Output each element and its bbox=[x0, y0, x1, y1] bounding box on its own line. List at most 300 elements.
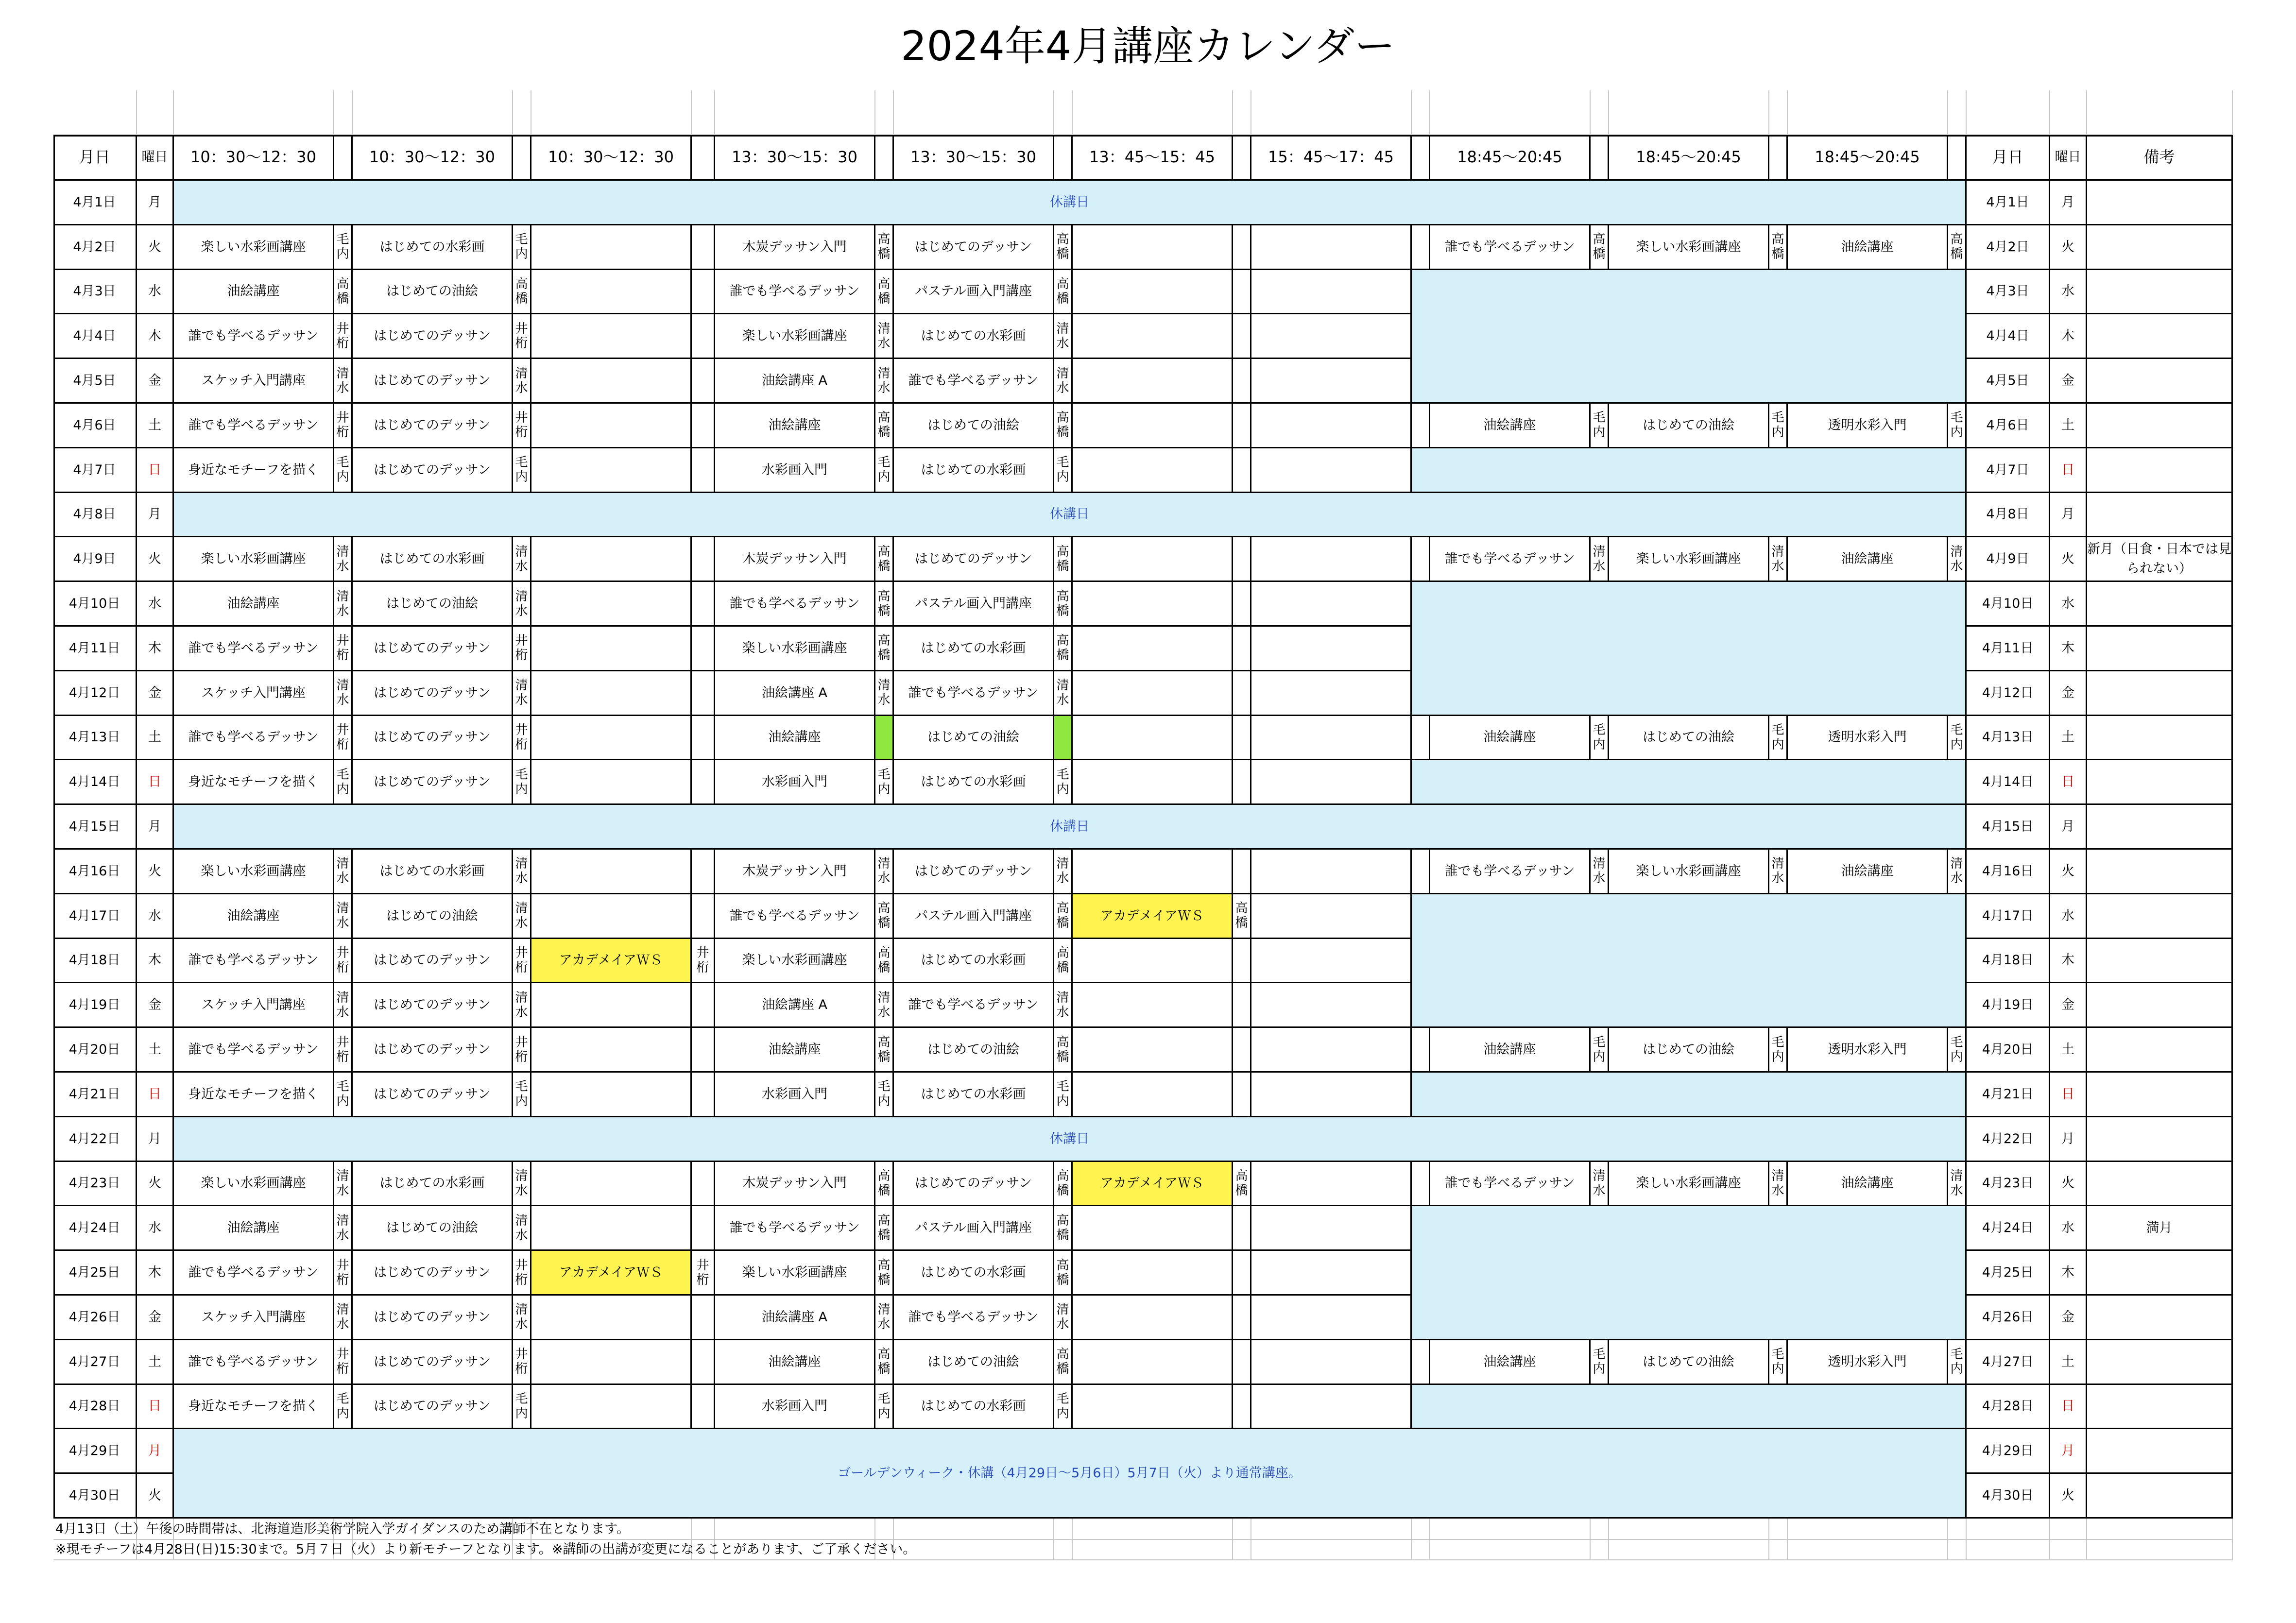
course-cell bbox=[1251, 1162, 1412, 1207]
column-header: 10：30〜12：30 bbox=[174, 135, 334, 181]
teacher-name-char: 水 bbox=[515, 1228, 528, 1243]
teacher-name-char: 橋 bbox=[877, 425, 891, 440]
date-cell: 4月6日 bbox=[1967, 404, 2050, 448]
empty-cell bbox=[1948, 90, 1967, 135]
footnote-row-cell bbox=[2050, 1519, 2087, 1540]
weekday-cell: 木 bbox=[137, 939, 174, 984]
course-cell bbox=[1251, 671, 1412, 716]
teacher-name-char: 井 bbox=[336, 633, 349, 649]
empty-cell bbox=[53, 90, 137, 135]
teacher-name-char: 桁 bbox=[515, 1049, 528, 1064]
column-header bbox=[513, 135, 531, 181]
course-cell: 水彩画入門 bbox=[715, 760, 875, 805]
course-cell: パステル画入門講座 bbox=[894, 582, 1054, 627]
footnote-row-cell bbox=[1233, 1540, 1251, 1560]
course-cell bbox=[531, 1206, 692, 1251]
footnote-row-cell bbox=[2087, 1519, 2233, 1540]
teacher-cell bbox=[513, 627, 531, 671]
teacher-cell bbox=[334, 448, 353, 493]
date-cell: 4月11日 bbox=[53, 627, 137, 671]
teacher-name-char: 井 bbox=[696, 1258, 709, 1273]
teacher-cell bbox=[1233, 225, 1251, 270]
weekday-cell: 木 bbox=[137, 1251, 174, 1296]
teacher-name-char: 清 bbox=[336, 1213, 349, 1228]
course-cell bbox=[1073, 716, 1233, 761]
teacher-cell bbox=[1591, 1162, 1609, 1207]
teacher-name-char: 井 bbox=[515, 321, 528, 336]
teacher-cell bbox=[334, 894, 353, 939]
course-cell bbox=[531, 1073, 692, 1117]
teacher-name-char: 内 bbox=[1593, 1049, 1606, 1064]
teacher-name-char: 橋 bbox=[515, 291, 528, 306]
weekday-cell: 火 bbox=[137, 850, 174, 894]
teacher-name-char: 橋 bbox=[1056, 1228, 1069, 1243]
remarks-cell: 新月（日食・日本では見られない） bbox=[2087, 537, 2233, 582]
footnote-row-cell bbox=[1412, 1540, 1430, 1560]
date-cell: 4月29日 bbox=[1967, 1429, 2050, 1474]
teacher-name-char: 橋 bbox=[1771, 247, 1784, 262]
teacher-cell bbox=[1412, 850, 1430, 894]
teacher-name-char: 橋 bbox=[877, 247, 891, 262]
calendar-table bbox=[53, 90, 2243, 1519]
course-cell: アカデメイアＷＳ bbox=[531, 939, 692, 984]
teacher-cell bbox=[334, 1073, 353, 1117]
teacher-name-char: 水 bbox=[336, 1183, 349, 1198]
teacher-cell bbox=[875, 314, 894, 359]
teacher-cell bbox=[875, 983, 894, 1028]
teacher-cell bbox=[875, 716, 894, 761]
column-header: 13：30〜15：30 bbox=[894, 135, 1054, 181]
teacher-cell bbox=[1233, 1028, 1251, 1073]
teacher-name-char: 水 bbox=[515, 916, 528, 931]
course-cell: アカデメイアＷＳ bbox=[1073, 1162, 1233, 1207]
teacher-name-char: 高 bbox=[336, 276, 349, 291]
course-cell: 誰でも学べるデッサン bbox=[1430, 1162, 1591, 1207]
weekday-cell: 水 bbox=[2050, 270, 2087, 315]
teacher-cell bbox=[692, 1073, 715, 1117]
closed-slot-block bbox=[1412, 1385, 1967, 1430]
course-cell bbox=[1073, 404, 1233, 448]
teacher-name-char: 井 bbox=[515, 633, 528, 649]
teacher-cell bbox=[1233, 1385, 1251, 1430]
weekday-cell: 月 bbox=[2050, 1117, 2087, 1162]
date-cell: 4月18日 bbox=[53, 939, 137, 984]
closed-day-banner: 休講日 bbox=[174, 1117, 1967, 1162]
course-cell: はじめてのデッサン bbox=[353, 448, 513, 493]
footnote-row-cell bbox=[1788, 1519, 1948, 1540]
teacher-name-char: 水 bbox=[1056, 380, 1069, 395]
weekday-cell: 月 bbox=[2050, 181, 2087, 225]
date-cell: 4月25日 bbox=[53, 1251, 137, 1296]
teacher-cell bbox=[513, 671, 531, 716]
date-cell: 4月30日 bbox=[53, 1474, 137, 1519]
teacher-name-char: 清 bbox=[1950, 1168, 1963, 1183]
teacher-name-char: 毛 bbox=[1771, 1347, 1784, 1362]
teacher-name-char: 毛 bbox=[877, 1079, 891, 1094]
teacher-cell bbox=[513, 850, 531, 894]
column-header: 10：30〜12：30 bbox=[531, 135, 692, 181]
empty-cell bbox=[1054, 90, 1073, 135]
teacher-cell bbox=[875, 760, 894, 805]
footnote-row-cell bbox=[1054, 1540, 1073, 1560]
teacher-name-char: 毛 bbox=[1593, 410, 1606, 426]
footnote-row-cell bbox=[1233, 1519, 1251, 1540]
teacher-name-char: 内 bbox=[336, 470, 349, 485]
teacher-cell bbox=[1054, 1251, 1073, 1296]
course-cell bbox=[531, 627, 692, 671]
teacher-cell bbox=[1412, 225, 1430, 270]
empty-cell bbox=[531, 90, 692, 135]
empty-cell bbox=[1609, 90, 1769, 135]
weekday-cell: 金 bbox=[2050, 983, 2087, 1028]
teacher-name-char: 水 bbox=[877, 336, 891, 351]
teacher-name-char: 清 bbox=[336, 1302, 349, 1317]
teacher-cell bbox=[1948, 1162, 1967, 1207]
remarks-cell bbox=[2087, 894, 2233, 939]
teacher-cell bbox=[1233, 1340, 1251, 1385]
course-cell: 楽しい水彩画講座 bbox=[174, 225, 334, 270]
course-cell: はじめての油絵 bbox=[1609, 716, 1769, 761]
course-cell: はじめての油絵 bbox=[894, 404, 1054, 448]
course-cell bbox=[531, 760, 692, 805]
teacher-cell bbox=[334, 983, 353, 1028]
teacher-name-char: 水 bbox=[515, 693, 528, 708]
course-cell: 身近なモチーフを描く bbox=[174, 760, 334, 805]
teacher-name-char: 内 bbox=[336, 1094, 349, 1109]
column-header: 10：30〜12：30 bbox=[353, 135, 513, 181]
teacher-name-char: 水 bbox=[515, 871, 528, 886]
teacher-name-char: 内 bbox=[336, 782, 349, 797]
weekday-cell: 火 bbox=[2050, 850, 2087, 894]
teacher-name-char: 井 bbox=[515, 410, 528, 426]
teacher-cell bbox=[1054, 1385, 1073, 1430]
teacher-cell bbox=[513, 760, 531, 805]
teacher-name-char: 橋 bbox=[877, 1049, 891, 1064]
teacher-name-char: 清 bbox=[1056, 856, 1069, 871]
course-cell bbox=[1073, 537, 1233, 582]
teacher-name-char: 高 bbox=[1056, 410, 1069, 426]
course-cell bbox=[1073, 1206, 1233, 1251]
date-cell: 4月1日 bbox=[1967, 181, 2050, 225]
course-cell bbox=[1073, 1028, 1233, 1073]
course-cell bbox=[1251, 1206, 1412, 1251]
course-cell: 楽しい水彩画講座 bbox=[1609, 225, 1769, 270]
course-cell: 油絵講座 A bbox=[715, 671, 875, 716]
teacher-cell bbox=[1054, 537, 1073, 582]
course-cell: 油絵講座 bbox=[1788, 850, 1948, 894]
column-header: 備考 bbox=[2087, 135, 2233, 181]
weekday-cell: 木 bbox=[2050, 1251, 2087, 1296]
teacher-cell bbox=[1591, 1340, 1609, 1385]
course-cell bbox=[1073, 983, 1233, 1028]
course-cell bbox=[531, 582, 692, 627]
course-cell bbox=[1251, 1296, 1412, 1340]
teacher-cell bbox=[1233, 537, 1251, 582]
course-cell: 楽しい水彩画講座 bbox=[174, 850, 334, 894]
course-cell: 誰でも学べるデッサン bbox=[1430, 225, 1591, 270]
teacher-cell bbox=[875, 1385, 894, 1430]
course-cell: 誰でも学べるデッサン bbox=[894, 983, 1054, 1028]
weekday-cell: 水 bbox=[2050, 1206, 2087, 1251]
date-cell: 4月9日 bbox=[1967, 537, 2050, 582]
course-cell: 透明水彩入門 bbox=[1788, 404, 1948, 448]
course-cell: 油絵講座 bbox=[715, 716, 875, 761]
footnote-row-cell bbox=[1948, 1519, 1967, 1540]
remarks-cell bbox=[2087, 716, 2233, 761]
course-cell bbox=[1073, 270, 1233, 315]
teacher-name-char: 水 bbox=[1771, 1183, 1784, 1198]
date-cell: 4月4日 bbox=[53, 314, 137, 359]
remarks-cell bbox=[2087, 1296, 2233, 1340]
teacher-name-char: 水 bbox=[515, 603, 528, 618]
course-cell bbox=[1073, 671, 1233, 716]
teacher-name-char: 水 bbox=[1593, 559, 1606, 574]
course-cell: はじめてのデッサン bbox=[353, 404, 513, 448]
empty-cell bbox=[1591, 90, 1609, 135]
teacher-name-char: 毛 bbox=[877, 767, 891, 782]
teacher-name-char: 水 bbox=[515, 559, 528, 574]
teacher-cell bbox=[1233, 760, 1251, 805]
teacher-cell bbox=[1591, 537, 1609, 582]
closed-day-banner: 休講日 bbox=[174, 805, 1967, 850]
teacher-name-char: 水 bbox=[1950, 1183, 1963, 1198]
teacher-cell bbox=[875, 850, 894, 894]
footnote-row-cell bbox=[894, 1540, 1054, 1560]
date-cell: 4月15日 bbox=[1967, 805, 2050, 850]
column-header bbox=[334, 135, 353, 181]
date-cell: 4月21日 bbox=[53, 1073, 137, 1117]
teacher-name-char: 橋 bbox=[1056, 1183, 1069, 1198]
teacher-name-char: 内 bbox=[1771, 425, 1784, 440]
teacher-name-char: 水 bbox=[1771, 871, 1784, 886]
teacher-name-char: 毛 bbox=[515, 232, 528, 247]
weekday-cell: 土 bbox=[137, 1340, 174, 1385]
teacher-name-char: 桁 bbox=[515, 425, 528, 440]
teacher-name-char: 内 bbox=[1056, 1094, 1069, 1109]
teacher-cell bbox=[334, 314, 353, 359]
date-cell: 4月30日 bbox=[1967, 1474, 2050, 1519]
teacher-cell bbox=[1054, 314, 1073, 359]
remarks-cell bbox=[2087, 671, 2233, 716]
course-cell: はじめての水彩画 bbox=[894, 448, 1054, 493]
date-cell: 4月27日 bbox=[53, 1340, 137, 1385]
course-cell: 油絵講座 A bbox=[715, 1296, 875, 1340]
teacher-name-char: 水 bbox=[515, 1317, 528, 1332]
course-cell bbox=[1251, 359, 1412, 404]
teacher-cell bbox=[875, 225, 894, 270]
footnote-row-cell bbox=[1591, 1540, 1609, 1560]
teacher-cell bbox=[1054, 760, 1073, 805]
course-cell: 透明水彩入門 bbox=[1788, 1340, 1948, 1385]
date-cell: 4月23日 bbox=[53, 1162, 137, 1207]
teacher-name-char: 橋 bbox=[1056, 425, 1069, 440]
teacher-name-char: 水 bbox=[336, 693, 349, 708]
course-cell: 誰でも学べるデッサン bbox=[1430, 537, 1591, 582]
remarks-cell bbox=[2087, 627, 2233, 671]
teacher-cell bbox=[692, 1028, 715, 1073]
teacher-name-char: 高 bbox=[1235, 1168, 1248, 1183]
teacher-name-char: 清 bbox=[515, 856, 528, 871]
course-cell bbox=[1251, 1251, 1412, 1296]
course-cell: はじめての水彩画 bbox=[894, 1385, 1054, 1430]
teacher-name-char: 毛 bbox=[1056, 1079, 1069, 1094]
teacher-name-char: 水 bbox=[1771, 559, 1784, 574]
teacher-name-char: 井 bbox=[515, 1258, 528, 1273]
teacher-name-char: 清 bbox=[336, 856, 349, 871]
course-cell: 誰でも学べるデッサン bbox=[715, 1206, 875, 1251]
teacher-name-char: 橋 bbox=[877, 1183, 891, 1198]
teacher-name-char: 毛 bbox=[1950, 1347, 1963, 1362]
teacher-cell bbox=[875, 1340, 894, 1385]
column-header bbox=[1591, 135, 1609, 181]
course-cell bbox=[1251, 627, 1412, 671]
course-cell: はじめてのデッサン bbox=[894, 850, 1054, 894]
weekday-cell: 金 bbox=[137, 359, 174, 404]
course-cell: 誰でも学べるデッサン bbox=[894, 671, 1054, 716]
course-cell: はじめてのデッサン bbox=[353, 760, 513, 805]
teacher-cell bbox=[692, 270, 715, 315]
date-cell: 4月16日 bbox=[53, 850, 137, 894]
teacher-name-char: 清 bbox=[1593, 1168, 1606, 1183]
course-cell: はじめてのデッサン bbox=[353, 983, 513, 1028]
teacher-name-char: 清 bbox=[1593, 856, 1606, 871]
column-header bbox=[1233, 135, 1251, 181]
remarks-cell bbox=[2087, 1474, 2233, 1519]
course-cell: 誰でも学べるデッサン bbox=[715, 270, 875, 315]
teacher-cell bbox=[1054, 359, 1073, 404]
closed-slot-block bbox=[1412, 760, 1967, 805]
course-cell: はじめての水彩画 bbox=[353, 225, 513, 270]
teacher-cell bbox=[513, 270, 531, 315]
weekday-cell: 金 bbox=[2050, 671, 2087, 716]
course-cell: はじめてのデッサン bbox=[353, 359, 513, 404]
course-cell: 油絵講座 A bbox=[715, 983, 875, 1028]
teacher-name-char: 橋 bbox=[877, 603, 891, 618]
teacher-name-char: 高 bbox=[1056, 1347, 1069, 1362]
course-cell: はじめての水彩画 bbox=[353, 850, 513, 894]
course-cell bbox=[1251, 270, 1412, 315]
teacher-name-char: 桁 bbox=[336, 648, 349, 663]
remarks-cell bbox=[2087, 270, 2233, 315]
teacher-cell bbox=[1948, 537, 1967, 582]
weekday-cell: 木 bbox=[137, 314, 174, 359]
teacher-name-char: 高 bbox=[1056, 544, 1069, 559]
column-header: 18:45〜20:45 bbox=[1430, 135, 1591, 181]
teacher-name-char: 清 bbox=[515, 544, 528, 559]
course-cell: 油絵講座 bbox=[1430, 716, 1591, 761]
teacher-name-char: 清 bbox=[1593, 544, 1606, 559]
course-cell bbox=[1073, 1296, 1233, 1340]
teacher-cell bbox=[334, 1028, 353, 1073]
closed-slot-block bbox=[1412, 1073, 1967, 1117]
course-cell: スケッチ入門講座 bbox=[174, 1296, 334, 1340]
footnote-row-cell bbox=[1609, 1540, 1769, 1560]
teacher-name-char: 水 bbox=[877, 871, 891, 886]
footnote-row-cell bbox=[1788, 1540, 1948, 1560]
teacher-cell bbox=[692, 582, 715, 627]
course-cell bbox=[531, 894, 692, 939]
teacher-name-char: 水 bbox=[336, 916, 349, 931]
teacher-cell bbox=[1233, 627, 1251, 671]
teacher-name-char: 橋 bbox=[1056, 247, 1069, 262]
course-cell: パステル画入門講座 bbox=[894, 1206, 1054, 1251]
remarks-cell bbox=[2087, 850, 2233, 894]
teacher-name-char: 内 bbox=[1950, 1362, 1963, 1377]
course-cell bbox=[1251, 582, 1412, 627]
teacher-name-char: 高 bbox=[1056, 901, 1069, 916]
date-cell: 4月13日 bbox=[53, 716, 137, 761]
date-cell: 4月28日 bbox=[53, 1385, 137, 1430]
teacher-cell bbox=[1054, 1296, 1073, 1340]
teacher-name-char: 毛 bbox=[1056, 767, 1069, 782]
teacher-name-char: 井 bbox=[336, 1258, 349, 1273]
teacher-name-char: 水 bbox=[1950, 559, 1963, 574]
teacher-cell bbox=[1412, 1162, 1430, 1207]
course-cell: スケッチ入門講座 bbox=[174, 359, 334, 404]
course-cell: はじめてのデッサン bbox=[894, 225, 1054, 270]
weekday-cell: 火 bbox=[137, 225, 174, 270]
date-cell: 4月26日 bbox=[1967, 1296, 2050, 1340]
remarks-cell bbox=[2087, 1429, 2233, 1474]
date-cell: 4月8日 bbox=[53, 493, 137, 538]
teacher-cell bbox=[875, 1028, 894, 1073]
teacher-cell bbox=[513, 359, 531, 404]
course-cell bbox=[531, 225, 692, 270]
teacher-name-char: 高 bbox=[877, 1347, 891, 1362]
course-cell: パステル画入門講座 bbox=[894, 894, 1054, 939]
teacher-name-char: 桁 bbox=[336, 425, 349, 440]
teacher-name-char: 橋 bbox=[1056, 291, 1069, 306]
teacher-name-char: 橋 bbox=[1056, 960, 1069, 975]
teacher-name-char: 毛 bbox=[1771, 722, 1784, 737]
course-cell: 誰でも学べるデッサン bbox=[174, 716, 334, 761]
course-cell: 油絵講座 bbox=[715, 404, 875, 448]
teacher-cell bbox=[692, 314, 715, 359]
course-cell bbox=[531, 359, 692, 404]
teacher-cell bbox=[334, 537, 353, 582]
course-cell bbox=[1251, 1028, 1412, 1073]
teacher-cell bbox=[1233, 894, 1251, 939]
teacher-cell bbox=[334, 359, 353, 404]
remarks-cell bbox=[2087, 1117, 2233, 1162]
teacher-cell bbox=[1233, 983, 1251, 1028]
footnote-row-cell bbox=[1769, 1540, 1788, 1560]
teacher-name-char: 清 bbox=[1950, 856, 1963, 871]
teacher-cell bbox=[1054, 582, 1073, 627]
empty-cell bbox=[1967, 90, 2050, 135]
course-cell: はじめての油絵 bbox=[1609, 1028, 1769, 1073]
remarks-cell bbox=[2087, 181, 2233, 225]
teacher-cell bbox=[513, 582, 531, 627]
teacher-cell bbox=[875, 404, 894, 448]
teacher-cell bbox=[692, 850, 715, 894]
weekday-cell: 水 bbox=[137, 1206, 174, 1251]
teacher-cell bbox=[875, 1251, 894, 1296]
remarks-cell bbox=[2087, 314, 2233, 359]
weekday-cell: 日 bbox=[137, 448, 174, 493]
teacher-name-char: 橋 bbox=[877, 960, 891, 975]
remarks-cell bbox=[2087, 493, 2233, 538]
teacher-name-char: 毛 bbox=[1771, 410, 1784, 426]
teacher-name-char: 井 bbox=[515, 1347, 528, 1362]
weekday-cell: 火 bbox=[137, 537, 174, 582]
teacher-cell bbox=[1054, 939, 1073, 984]
teacher-name-char: 桁 bbox=[515, 960, 528, 975]
weekday-cell: 土 bbox=[137, 1028, 174, 1073]
course-cell: アカデメイアＷＳ bbox=[531, 1251, 692, 1296]
course-cell: はじめての油絵 bbox=[353, 1206, 513, 1251]
date-cell: 4月26日 bbox=[53, 1296, 137, 1340]
